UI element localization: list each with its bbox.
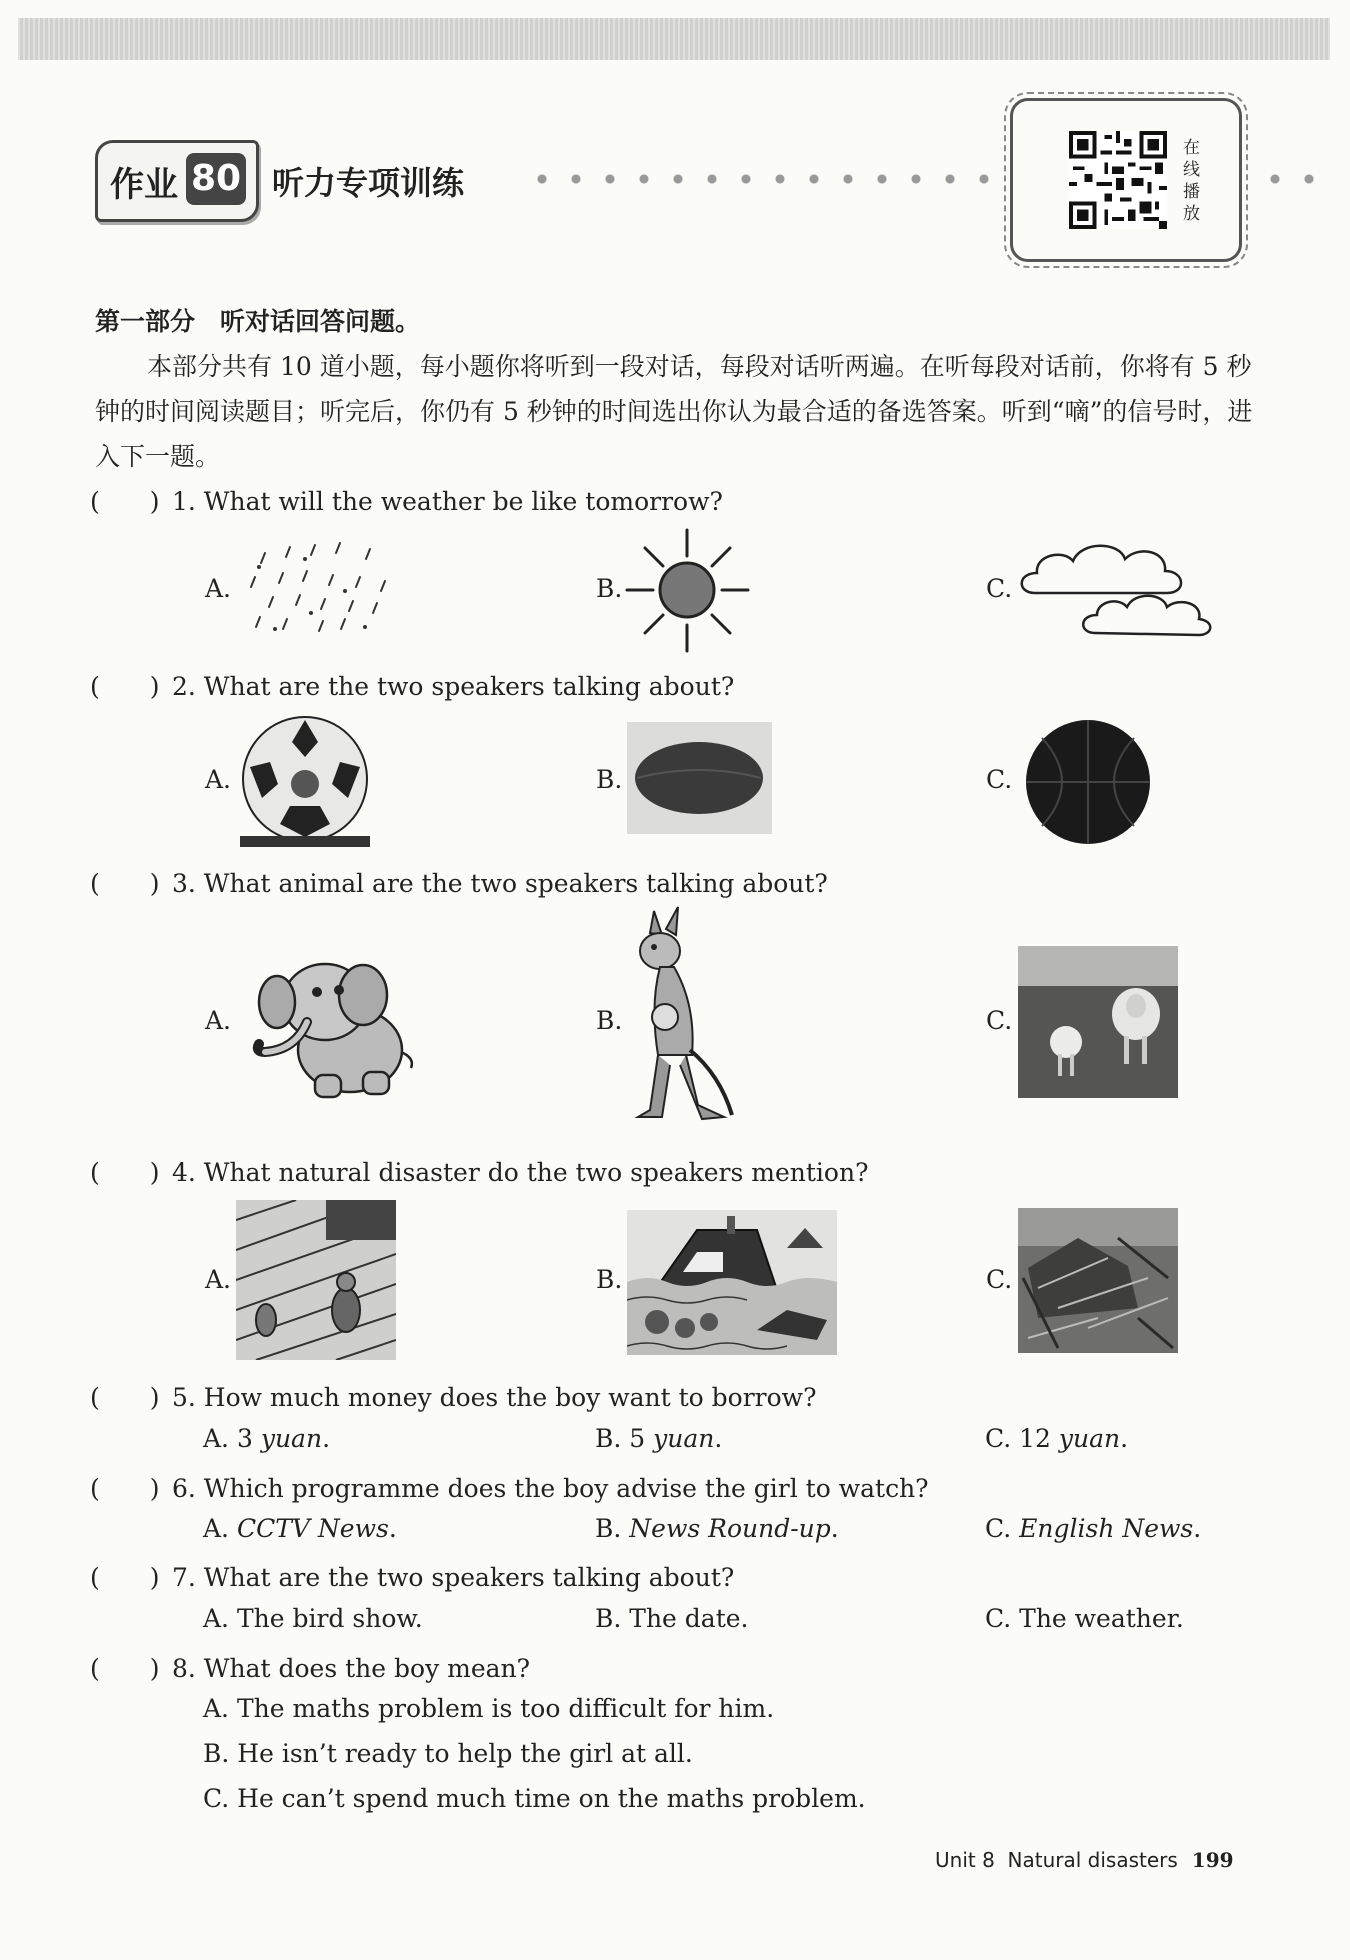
question-2	[90, 667, 734, 703]
flood-icon[interactable]	[627, 1210, 837, 1355]
homework-number: 80	[186, 153, 246, 205]
option-text: 3	[236, 1424, 261, 1453]
qr-code-icon[interactable]	[1069, 131, 1167, 229]
option-label: C.	[985, 1604, 1012, 1633]
option-label: C.	[985, 1514, 1012, 1543]
qr-code-frame[interactable]	[1010, 98, 1242, 262]
soccer-ball-icon[interactable]	[240, 712, 370, 847]
option-text: He isn’t ready to help the girl at all.	[237, 1739, 693, 1768]
question-text: 2. What are the two speakers talking about?	[172, 672, 735, 701]
option-b-label[interactable]: B.	[596, 765, 623, 794]
option-label: A.	[203, 1604, 230, 1633]
answer-blank[interactable]: ( )	[90, 1474, 160, 1503]
decorative-dots-right	[1258, 172, 1318, 186]
sheep-photo[interactable]	[1018, 946, 1178, 1098]
page-number: 199	[1191, 1848, 1234, 1872]
option-c[interactable]	[985, 1514, 1201, 1543]
question-text: 3. What animal are the two speakers talking about?	[172, 869, 828, 898]
option-italic: yuan	[260, 1424, 323, 1453]
question-1	[90, 482, 723, 518]
option-b-label[interactable]: B.	[596, 574, 623, 603]
option-end: .	[1193, 1514, 1202, 1543]
question-text: 4. What natural disaster do the two speakers mention?	[172, 1158, 869, 1187]
option-label: C.	[203, 1784, 230, 1813]
answer-blank[interactable]: ( )	[90, 869, 160, 898]
option-end: .	[388, 1514, 397, 1543]
option-c[interactable]	[985, 1424, 1128, 1453]
option-end: .	[1120, 1424, 1129, 1453]
option-label: A.	[203, 1514, 230, 1543]
answer-blank[interactable]: ( )	[90, 1654, 160, 1683]
footer-unit: Unit 8	[935, 1848, 995, 1872]
sun-icon[interactable]	[625, 528, 750, 653]
option-b[interactable]	[595, 1424, 722, 1453]
option-c[interactable]	[985, 1604, 1184, 1633]
kangaroo-icon[interactable]	[620, 905, 735, 1130]
rugby-ball-icon[interactable]	[627, 722, 772, 834]
homework-word: 作业	[110, 165, 178, 205]
option-a[interactable]	[203, 1514, 397, 1543]
answer-blank[interactable]: ( )	[90, 672, 160, 701]
part-title: 第一部分 听对话回答问题。	[95, 307, 421, 336]
section-title: 听力专项训练	[272, 164, 465, 202]
earthquake-photo[interactable]	[1018, 1208, 1178, 1353]
option-b-label[interactable]: B.	[596, 1265, 623, 1294]
option-a-label[interactable]: A.	[205, 1265, 232, 1294]
option-text: The maths problem is too difficult for him.	[236, 1694, 775, 1723]
homework-badge	[95, 140, 259, 222]
cloud-icon[interactable]	[1015, 535, 1220, 645]
option-text: 5	[629, 1424, 654, 1453]
option-end: .	[322, 1424, 331, 1453]
basketball-icon[interactable]	[1022, 716, 1154, 848]
question-4	[90, 1153, 868, 1189]
question-text: 6. Which programme does the boy advise the girl to watch?	[172, 1474, 929, 1503]
option-label: B.	[595, 1424, 622, 1453]
option-italic: CCTV News	[236, 1514, 389, 1543]
option-italic: yuan	[653, 1424, 715, 1453]
option-end: .	[714, 1424, 723, 1453]
snowstorm-icon[interactable]	[236, 1200, 396, 1360]
option-a-label[interactable]: A.	[205, 574, 232, 603]
option-a[interactable]	[203, 1604, 423, 1633]
option-italic: yuan	[1058, 1424, 1121, 1453]
footer-title: Natural disasters	[1007, 1848, 1178, 1872]
question-text: 8. What does the boy mean?	[172, 1654, 531, 1683]
option-c-label[interactable]: C.	[986, 765, 1013, 794]
option-text: 12	[1019, 1424, 1059, 1453]
option-a-label[interactable]: A.	[205, 765, 232, 794]
option-text: The bird show.	[236, 1604, 423, 1633]
part-instructions: 本部分共有 10 道小题，每小题你将听到一段对话，每段对话听两遍。在听每段对话前，你将有 5 秒钟的时间阅读题目；听完后，你仍有 5 秒钟的时间选出你认为最合适的备选答案。听到“嘀”的信号时，进入下一题。	[95, 352, 1253, 471]
option-text: The date.	[629, 1604, 749, 1633]
question-6	[90, 1469, 929, 1505]
option-c-label[interactable]: C.	[986, 1265, 1013, 1294]
answer-blank[interactable]: ( )	[90, 1383, 160, 1412]
answer-blank[interactable]: ( )	[90, 1563, 160, 1592]
option-label: C.	[985, 1424, 1012, 1453]
option-b[interactable]	[595, 1604, 749, 1633]
option-b[interactable]	[203, 1739, 693, 1768]
elephant-icon[interactable]	[245, 940, 420, 1105]
option-a[interactable]	[203, 1424, 330, 1453]
answer-blank[interactable]: ( )	[90, 487, 160, 516]
option-a-label[interactable]: A.	[205, 1006, 232, 1035]
qr-label: 在线播放	[1183, 138, 1200, 224]
option-label: A.	[203, 1694, 230, 1723]
answer-blank[interactable]: ( )	[90, 1158, 160, 1187]
option-c-label[interactable]: C.	[986, 574, 1013, 603]
option-italic: News Round-up	[629, 1514, 831, 1543]
option-label: A.	[203, 1424, 230, 1453]
decorative-dots	[525, 172, 995, 186]
page-footer	[935, 1848, 1234, 1872]
option-end: .	[830, 1514, 839, 1543]
option-a[interactable]	[203, 1694, 774, 1723]
option-b-label[interactable]: B.	[596, 1006, 623, 1035]
scan-top-band	[18, 18, 1330, 60]
question-3	[90, 864, 828, 900]
rain-icon[interactable]	[245, 535, 430, 635]
option-italic: English News	[1019, 1514, 1194, 1543]
option-label: B.	[203, 1739, 230, 1768]
option-text: The weather.	[1019, 1604, 1184, 1633]
question-8	[90, 1649, 530, 1685]
question-text: 1. What will the weather be like tomorrow?	[172, 487, 723, 516]
question-7	[90, 1558, 734, 1594]
option-c-label[interactable]: C.	[986, 1006, 1013, 1035]
question-text: 7. What are the two speakers talking about?	[172, 1563, 735, 1592]
option-c[interactable]	[203, 1784, 866, 1813]
question-5	[90, 1378, 816, 1414]
question-text: 5. How much money does the boy want to borrow?	[172, 1383, 817, 1412]
option-b[interactable]	[595, 1514, 839, 1543]
option-label: B.	[595, 1604, 622, 1633]
option-label: B.	[595, 1514, 622, 1543]
option-text: He can’t spend much time on the maths problem.	[237, 1784, 866, 1813]
